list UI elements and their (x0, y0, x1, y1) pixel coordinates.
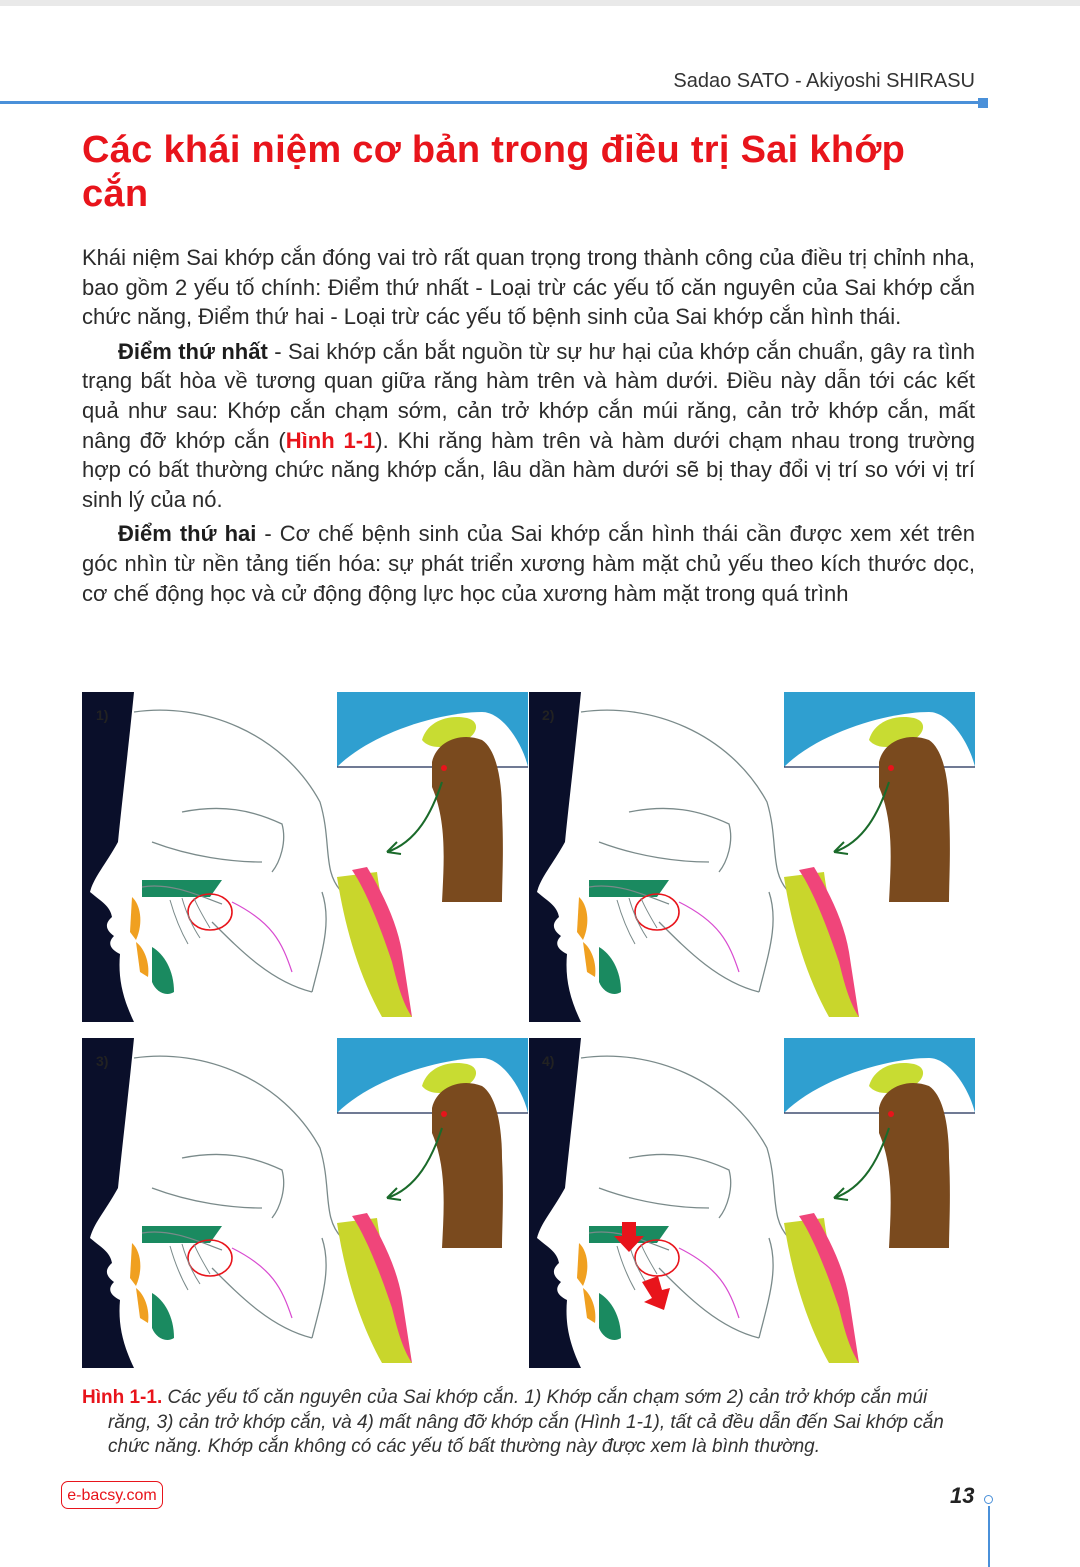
caption-text: Các yếu tố căn nguyên của Sai khớp cắn. 1) Khớp cắn chạm sớm 2) cản trở khớp cắn múi răng, 3) cản trở khớp cắn, và 4) mất nâng đỡ khớp cắn (Hình 1-1), tất cả đều dẫn đến Sai khớp cắn chức năng. Khớp cắn không có các yếu tố bất thường này được xem là bình thường. (108, 1387, 944, 1457)
figure-panel-2 (529, 692, 975, 1022)
figure-panel-1 (82, 692, 528, 1022)
header-rule (0, 101, 982, 104)
top-edge-bar (0, 0, 1080, 6)
panel-label-2: 2) (542, 707, 555, 723)
page-number-line (988, 1506, 990, 1567)
paragraph-2-text-b: ). Khi răng hàm trên và hàm dưới chạm nhau trong trường hợp có bất thường chức năng khớp cắn, lâu dần hàm dưới sẽ bị thay đổi vị trí so với vị trí sinh lý của nó. (82, 427, 976, 512)
panel-label-3: 3) (96, 1053, 109, 1069)
paragraph-3 (82, 519, 975, 608)
paragraph-2-text-a: - Sai khớp cắn bắt nguồn từ sự hư hại của khớp cắn chuẩn, gây ra tình trạng bất hòa về tương quan giữa răng hàm trên và hàm dưới. Điều này dẫn tới các kết quả như sau: Khớp cắn chạm sớm, cản trở khớp cắn múi răng, cản trở khớp cắn, mất nâng đỡ khớp cắn ( (82, 338, 976, 453)
figure-panel-3 (82, 1038, 528, 1368)
figure-caption (82, 1386, 975, 1460)
figure-1-1-illustration (82, 692, 975, 1368)
paragraph-3-text: - Cơ chế bệnh sinh của Sai khớp cắn hình thái cần được xem xét trên góc nhìn từ nền tảng tiến hóa: sự phát triển xương hàm mặt chủ yếu theo kích thước dọc, cơ chế động học và cử động động lực học của xương hàm mặt trong quá trình (82, 521, 975, 606)
panel-label-1: 1) (96, 707, 109, 723)
caption-label: Hình 1-1. (82, 1387, 163, 1408)
page-number: 13 (950, 1483, 975, 1508)
site-badge[interactable]: e-bacsy.com (61, 1481, 163, 1509)
paragraph-2 (82, 337, 975, 515)
figure-panel-4 (529, 1038, 975, 1368)
header-rule-square (978, 98, 988, 108)
section-title: Các khái niệm cơ bản trong điều trị Sai khớp cắn (82, 129, 906, 215)
paragraph-1: Khái niệm Sai khớp cắn đóng vai trò rất quan trọng trong thành công của điều trị chỉnh nha, bao gồm 2 yếu tố chính: Điểm thứ nhất - Loại trừ các yếu tố căn nguyên của Sai khớp cắn chức năng, Điểm thứ hai - Loại trừ các yếu tố bệnh sinh của Sai khớp cắn hình thái. (82, 245, 975, 330)
running-header-author: Sadao SATO - Akiyoshi SHIRASU (673, 70, 975, 92)
figure-reference[interactable]: Hình 1-1 (285, 427, 376, 453)
panel-label-4: 4) (542, 1053, 555, 1069)
paragraph-2-lead: Điểm thứ nhất (118, 338, 268, 364)
paragraph-3-lead: Điểm thứ hai (118, 521, 257, 547)
body-text (82, 243, 975, 613)
page-number-dot (984, 1495, 993, 1504)
